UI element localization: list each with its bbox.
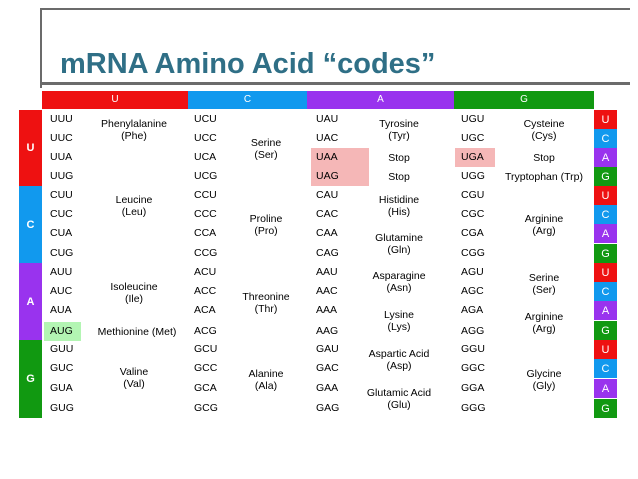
codon-uua: UUA bbox=[50, 151, 73, 163]
codon-aug: AUG bbox=[50, 325, 73, 337]
codon-guu: GUU bbox=[50, 343, 74, 355]
second-position-header-a: A bbox=[307, 91, 454, 109]
amino-acid-stop-2: Stop bbox=[388, 171, 410, 183]
codon-auu: AUU bbox=[50, 266, 73, 278]
codon-auc: AUC bbox=[50, 285, 73, 297]
codon-ugc: UGC bbox=[461, 132, 485, 144]
first-position-u: U bbox=[19, 110, 42, 186]
codon-aua: AUA bbox=[50, 304, 72, 316]
third-position-14: A bbox=[594, 379, 617, 398]
amino-acid-ser-2: Serine (Ser) bbox=[528, 272, 560, 296]
codon-uuu: UUU bbox=[50, 113, 73, 125]
codon-gcg: GCG bbox=[194, 402, 218, 414]
codon-ugu: UGU bbox=[461, 113, 485, 125]
third-position-9: C bbox=[594, 282, 617, 301]
codon-agu: AGU bbox=[461, 266, 484, 278]
amino-acid-ser-1: Serine (Ser) bbox=[250, 137, 282, 161]
third-position-3: G bbox=[594, 167, 617, 186]
amino-acid-asp: Aspartic Acid (Asp) bbox=[368, 348, 430, 372]
third-position-11: G bbox=[594, 321, 617, 340]
codon-aaa: AAA bbox=[316, 304, 338, 316]
codon-aca: ACA bbox=[194, 304, 216, 316]
amino-acid-gly: Glycine (Gly) bbox=[526, 368, 562, 392]
codon-agg: AGG bbox=[461, 325, 485, 337]
codon-uca: UCA bbox=[194, 151, 217, 163]
third-position-1: C bbox=[594, 129, 617, 148]
third-position-10: A bbox=[594, 301, 617, 320]
codon-aag: AAG bbox=[316, 325, 339, 337]
codon-uga: UGA bbox=[461, 151, 484, 163]
amino-acid-leu: Leucine (Leu) bbox=[115, 194, 153, 218]
amino-acid-lys: Lysine (Lys) bbox=[384, 309, 414, 333]
first-position-c: C bbox=[19, 186, 42, 263]
codon-ucu: UCU bbox=[194, 113, 217, 125]
amino-acid-arg-1: Arginine (Arg) bbox=[524, 213, 564, 237]
amino-acid-arg-2: Arginine (Arg) bbox=[524, 311, 564, 335]
codon-cau: CAU bbox=[316, 189, 339, 201]
title-rule bbox=[40, 82, 630, 85]
third-position-15: G bbox=[594, 399, 617, 418]
third-position-7: G bbox=[594, 244, 617, 263]
codon-gag: GAG bbox=[316, 402, 340, 414]
frame-rule-left bbox=[40, 8, 42, 88]
codon-cac: CAC bbox=[316, 208, 339, 220]
codon-ugg: UGG bbox=[461, 170, 485, 182]
codon-agc: AGC bbox=[461, 285, 484, 297]
codon-guc: GUC bbox=[50, 362, 74, 374]
codon-cgg: CGG bbox=[461, 247, 485, 259]
codon-ucg: UCG bbox=[194, 170, 218, 182]
first-position-g: G bbox=[19, 340, 42, 418]
codon-uug: UUG bbox=[50, 170, 74, 182]
second-position-header-c: C bbox=[188, 91, 307, 109]
third-position-0: U bbox=[594, 110, 617, 129]
third-position-2: A bbox=[594, 148, 617, 167]
codon-uuc: UUC bbox=[50, 132, 73, 144]
codon-cca: CCA bbox=[194, 227, 217, 239]
codon-gga: GGA bbox=[461, 382, 485, 394]
codon-uau: UAU bbox=[316, 113, 339, 125]
codon-gau: GAU bbox=[316, 343, 339, 355]
codon-cgu: CGU bbox=[461, 189, 485, 201]
codon-cuc: CUC bbox=[50, 208, 73, 220]
codon-cag: CAG bbox=[316, 247, 339, 259]
codon-uaa: UAA bbox=[316, 151, 338, 163]
amino-acid-tyr: Tyrosine (Tyr) bbox=[379, 118, 419, 142]
third-position-4: U bbox=[594, 186, 617, 205]
codon-aac: AAC bbox=[316, 285, 338, 297]
codon-gua: GUA bbox=[50, 382, 73, 394]
second-position-header-u: U bbox=[42, 91, 188, 109]
third-position-6: A bbox=[594, 224, 617, 243]
amino-acid-stop-1: Stop bbox=[388, 152, 410, 164]
amino-acid-ala: Alanine (Ala) bbox=[248, 368, 284, 392]
amino-acid-gln: Glutamine (Gln) bbox=[375, 232, 423, 256]
codon-ccg: CCG bbox=[194, 247, 218, 259]
amino-acid-trp: Tryptophan (Trp) bbox=[505, 171, 583, 183]
amino-acid-ile: Isoleucine (Ile) bbox=[110, 281, 158, 305]
amino-acid-glu: Glutamic Acid (Glu) bbox=[366, 387, 432, 411]
third-position-8: U bbox=[594, 263, 617, 282]
frame-rule-top bbox=[40, 8, 630, 10]
codon-uac: UAC bbox=[316, 132, 339, 144]
codon-acg: ACG bbox=[194, 325, 217, 337]
codon-caa: CAA bbox=[316, 227, 338, 239]
codon-gca: GCA bbox=[194, 382, 217, 394]
codon-ccc: CCC bbox=[194, 208, 217, 220]
third-position-12: U bbox=[594, 340, 617, 359]
codon-aau: AAU bbox=[316, 266, 338, 278]
codon-uag: UAG bbox=[316, 170, 339, 182]
amino-acid-pro: Proline (Pro) bbox=[249, 213, 283, 237]
amino-acid-asn: Asparagine (Asn) bbox=[372, 270, 426, 294]
codon-gcc: GCC bbox=[194, 362, 218, 374]
amino-acid-cys: Cysteine (Cys) bbox=[523, 118, 565, 142]
codon-gaa: GAA bbox=[316, 382, 339, 394]
codon-ggc: GGC bbox=[461, 362, 485, 374]
third-position-5: C bbox=[594, 205, 617, 224]
page-title: mRNA Amino Acid “codes” bbox=[60, 48, 436, 80]
codon-acu: ACU bbox=[194, 266, 217, 278]
codon-gcu: GCU bbox=[194, 343, 218, 355]
codon-gac: GAC bbox=[316, 362, 339, 374]
codon-ggu: GGU bbox=[461, 343, 485, 355]
codon-cga: CGA bbox=[461, 227, 484, 239]
third-position-13: C bbox=[594, 359, 617, 378]
codon-aga: AGA bbox=[461, 304, 484, 316]
second-position-header-g: G bbox=[454, 91, 594, 109]
first-position-a: A bbox=[19, 263, 42, 340]
codon-ccu: CCU bbox=[194, 189, 217, 201]
codon-acc: ACC bbox=[194, 285, 217, 297]
codon-cuu: CUU bbox=[50, 189, 73, 201]
codon-cgc: CGC bbox=[461, 208, 485, 220]
amino-acid-met: Methionine (Met) bbox=[97, 326, 177, 338]
codon-ucc: UCC bbox=[194, 132, 217, 144]
codon-cug: CUG bbox=[50, 247, 74, 259]
codon-gug: GUG bbox=[50, 402, 74, 414]
codon-ggg: GGG bbox=[461, 402, 486, 414]
amino-acid-stop-3: Stop bbox=[533, 152, 555, 164]
amino-acid-phe: Phenylalanine (Phe) bbox=[101, 118, 167, 142]
amino-acid-val: Valine (Val) bbox=[119, 366, 149, 390]
amino-acid-his: Histidine (His) bbox=[378, 194, 420, 218]
amino-acid-thr: Threonine (Thr) bbox=[242, 291, 290, 315]
codon-cua: CUA bbox=[50, 227, 73, 239]
